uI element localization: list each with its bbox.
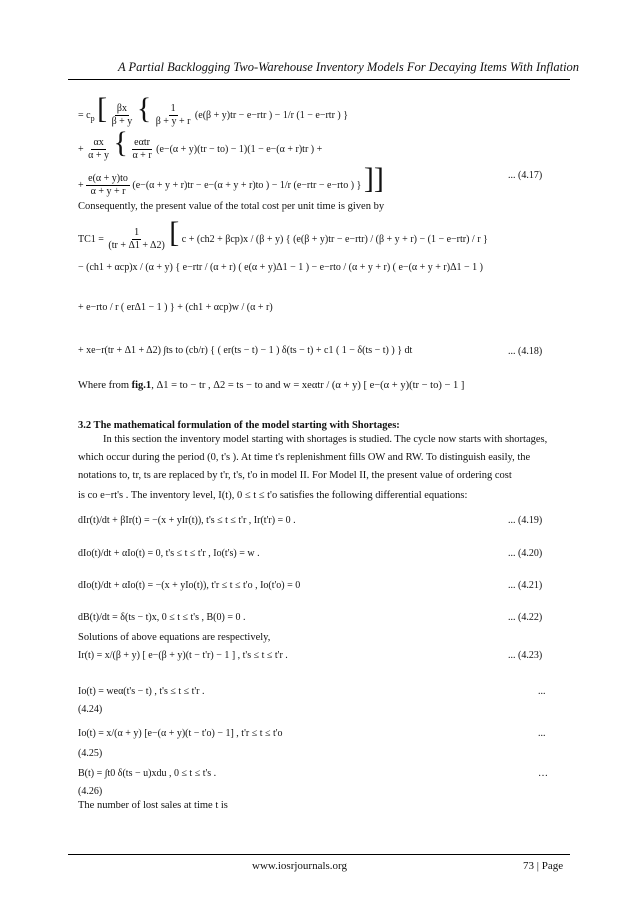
- eq-number-4-22: ... (4.22): [508, 612, 543, 623]
- eq-ellipsis-4-24: ...: [538, 686, 546, 697]
- eq-number-4-24: (4.24): [78, 704, 103, 715]
- eq-number-4-23: ... (4.23): [508, 650, 543, 661]
- section-paragraph-line-1: In this section the inventory model starting with shortages is studied. The cycle now starts with shortages,: [103, 434, 548, 445]
- solution-4-26: B(t) = ∫t0 δ(ts − u)xdu , 0 ≤ t ≤ t's .: [78, 768, 217, 779]
- where-definitions: Where from fig.1, Δ1 = to − tr , Δ2 = ts − to and w = xeαtr / (α + y) [ e−(α + y)(tr − to) − 1 ]: [78, 380, 465, 391]
- footer-page-number: 73 | Page: [523, 860, 564, 872]
- eq-ellipsis-4-25: ...: [538, 728, 546, 739]
- footer-divider: [68, 854, 570, 855]
- header-divider: [68, 79, 570, 80]
- section-paragraph-line-2: which occur during the period (0, t's ). At time t's replenishment fills OW and RW. To distinguish easily, the: [78, 452, 531, 463]
- eq-number-4-20: ... (4.20): [508, 548, 543, 559]
- eq-number-4-25: (4.25): [78, 748, 103, 759]
- tc-intro-text: Consequently, the present value of the total cost per unit time is given by: [78, 201, 385, 212]
- eq-number-4-19: ... (4.19): [508, 515, 543, 526]
- eq-number-4-26: (4.26): [78, 786, 103, 797]
- w-definition: w = xeαtr / (α + y) [ e−(α + y)(tr − to) − 1 ]: [283, 380, 465, 391]
- solution-4-25: Io(t) = x/(α + y) [e−(α + y)(t − t'o) − 1] , t'r ≤ t ≤ t'o: [78, 728, 283, 739]
- running-header-title: A Partial Backlogging Two-Warehouse Inventory Models For Decaying Items With Inflation: [118, 60, 580, 74]
- diffeq-4-20: dIo(t)/dt + αIo(t) = 0, t's ≤ t ≤ t'r , Io(t's) = w .: [78, 548, 260, 559]
- diffeq-4-22: dB(t)/dt = δ(ts − t)x, 0 ≤ t ≤ t's , B(0) = 0 .: [78, 612, 246, 623]
- eq-number-4-21: ... (4.21): [508, 580, 543, 591]
- eq-417-line-2: + $\frac{\alpha x}{\alpha + y}$ { $\frac{\text{eαtr}}{\alpha + r}$ (e−(α + y)(tr − to) − 1)(1 − e−(α + r)tr ) +: [78, 126, 323, 162]
- eq-418-line-4: + xe−r(tr + Δ1 + Δ2) ∫ts to (cb/r) { ( er(ts − t) − 1 ) δ(ts − t) + c1 ( 1 − δ(ts − t) ) } dt: [78, 345, 413, 356]
- section-3-2-heading: 3.2 The mathematical formulation of the model starting with Shortages:: [78, 420, 400, 431]
- eq-417-line-3: + $\frac{e(\alpha + y)to}{\alpha + y + r}$ (e−(α + y + r)tr − e−(α + y + r)to ) − 1/r (e−rtr − e−rto ) } ]]: [78, 162, 384, 198]
- solution-4-24: Io(t) = weα(t's − t) , t's ≤ t ≤ t'r .: [78, 686, 205, 697]
- eq-ellipsis-4-26: …: [538, 768, 548, 779]
- eq-417-line-1: = $c_p$ [ $\frac{\beta x}{\beta + y}$ { $\frac{1}{\beta + y + r}$ (e(β + y)tr − e−rtr ) − 1/r (1 − e−rtr ) }: [78, 92, 349, 128]
- eq-number-4-18: ... (4.18): [508, 346, 543, 357]
- section-paragraph-line-3: notations to, tr, ts are replaced by t'r, t's, t'o in model II. For Model II, the present value of ordering cost: [78, 470, 512, 481]
- lost-sales-text: The number of lost sales at time t is: [78, 800, 228, 811]
- eq-418-line-3: + e−rto / r ( erΔ1 − 1 ) } + (ch1 + αcp)w / (α + r): [78, 302, 273, 313]
- section-paragraph-line-4: is co e−rt's . The inventory level, I(t), 0 ≤ t ≤ t'o satisfies the following differential equations:: [78, 490, 468, 501]
- diffeq-4-19: dIr(t)/dt + βIr(t) = −(x + yIr(t)), t's ≤ t ≤ t'r , Ir(t'r) = 0 .: [78, 515, 296, 526]
- footer-journal-url[interactable]: www.iosrjournals.org: [252, 860, 348, 872]
- eq-number-4-17: ... (4.17): [508, 170, 543, 181]
- solutions-intro: Solutions of above equations are respectively,: [78, 632, 271, 643]
- eq-418-line-1: TC1 = $\frac{1}{(tr + \Delta 1 + \Delta 2)}$ [ c + (ch2 + βcp)x / (β + y) { (e(β + y)tr − e−rtr) / (β + y + r) − (1 − e−rtr) / r }: [78, 216, 488, 252]
- diffeq-4-21: dIo(t)/dt + αIo(t) = −(x + yIo(t)), t'r ≤ t ≤ t'o , Io(t'o) = 0: [78, 580, 301, 591]
- solution-4-23: Ir(t) = x/(β + y) [ e−(β + y)(t − t'r) − 1 ] , t's ≤ t ≤ t'r .: [78, 650, 288, 661]
- eq-418-line-2: − (ch1 + αcp)x / (α + y) { e−rtr / (α + r) ( e(α + y)Δ1 − 1 ) − e−rto / (α + y + r) ( e−(α + y + r)Δ1 − 1 ): [78, 262, 483, 273]
